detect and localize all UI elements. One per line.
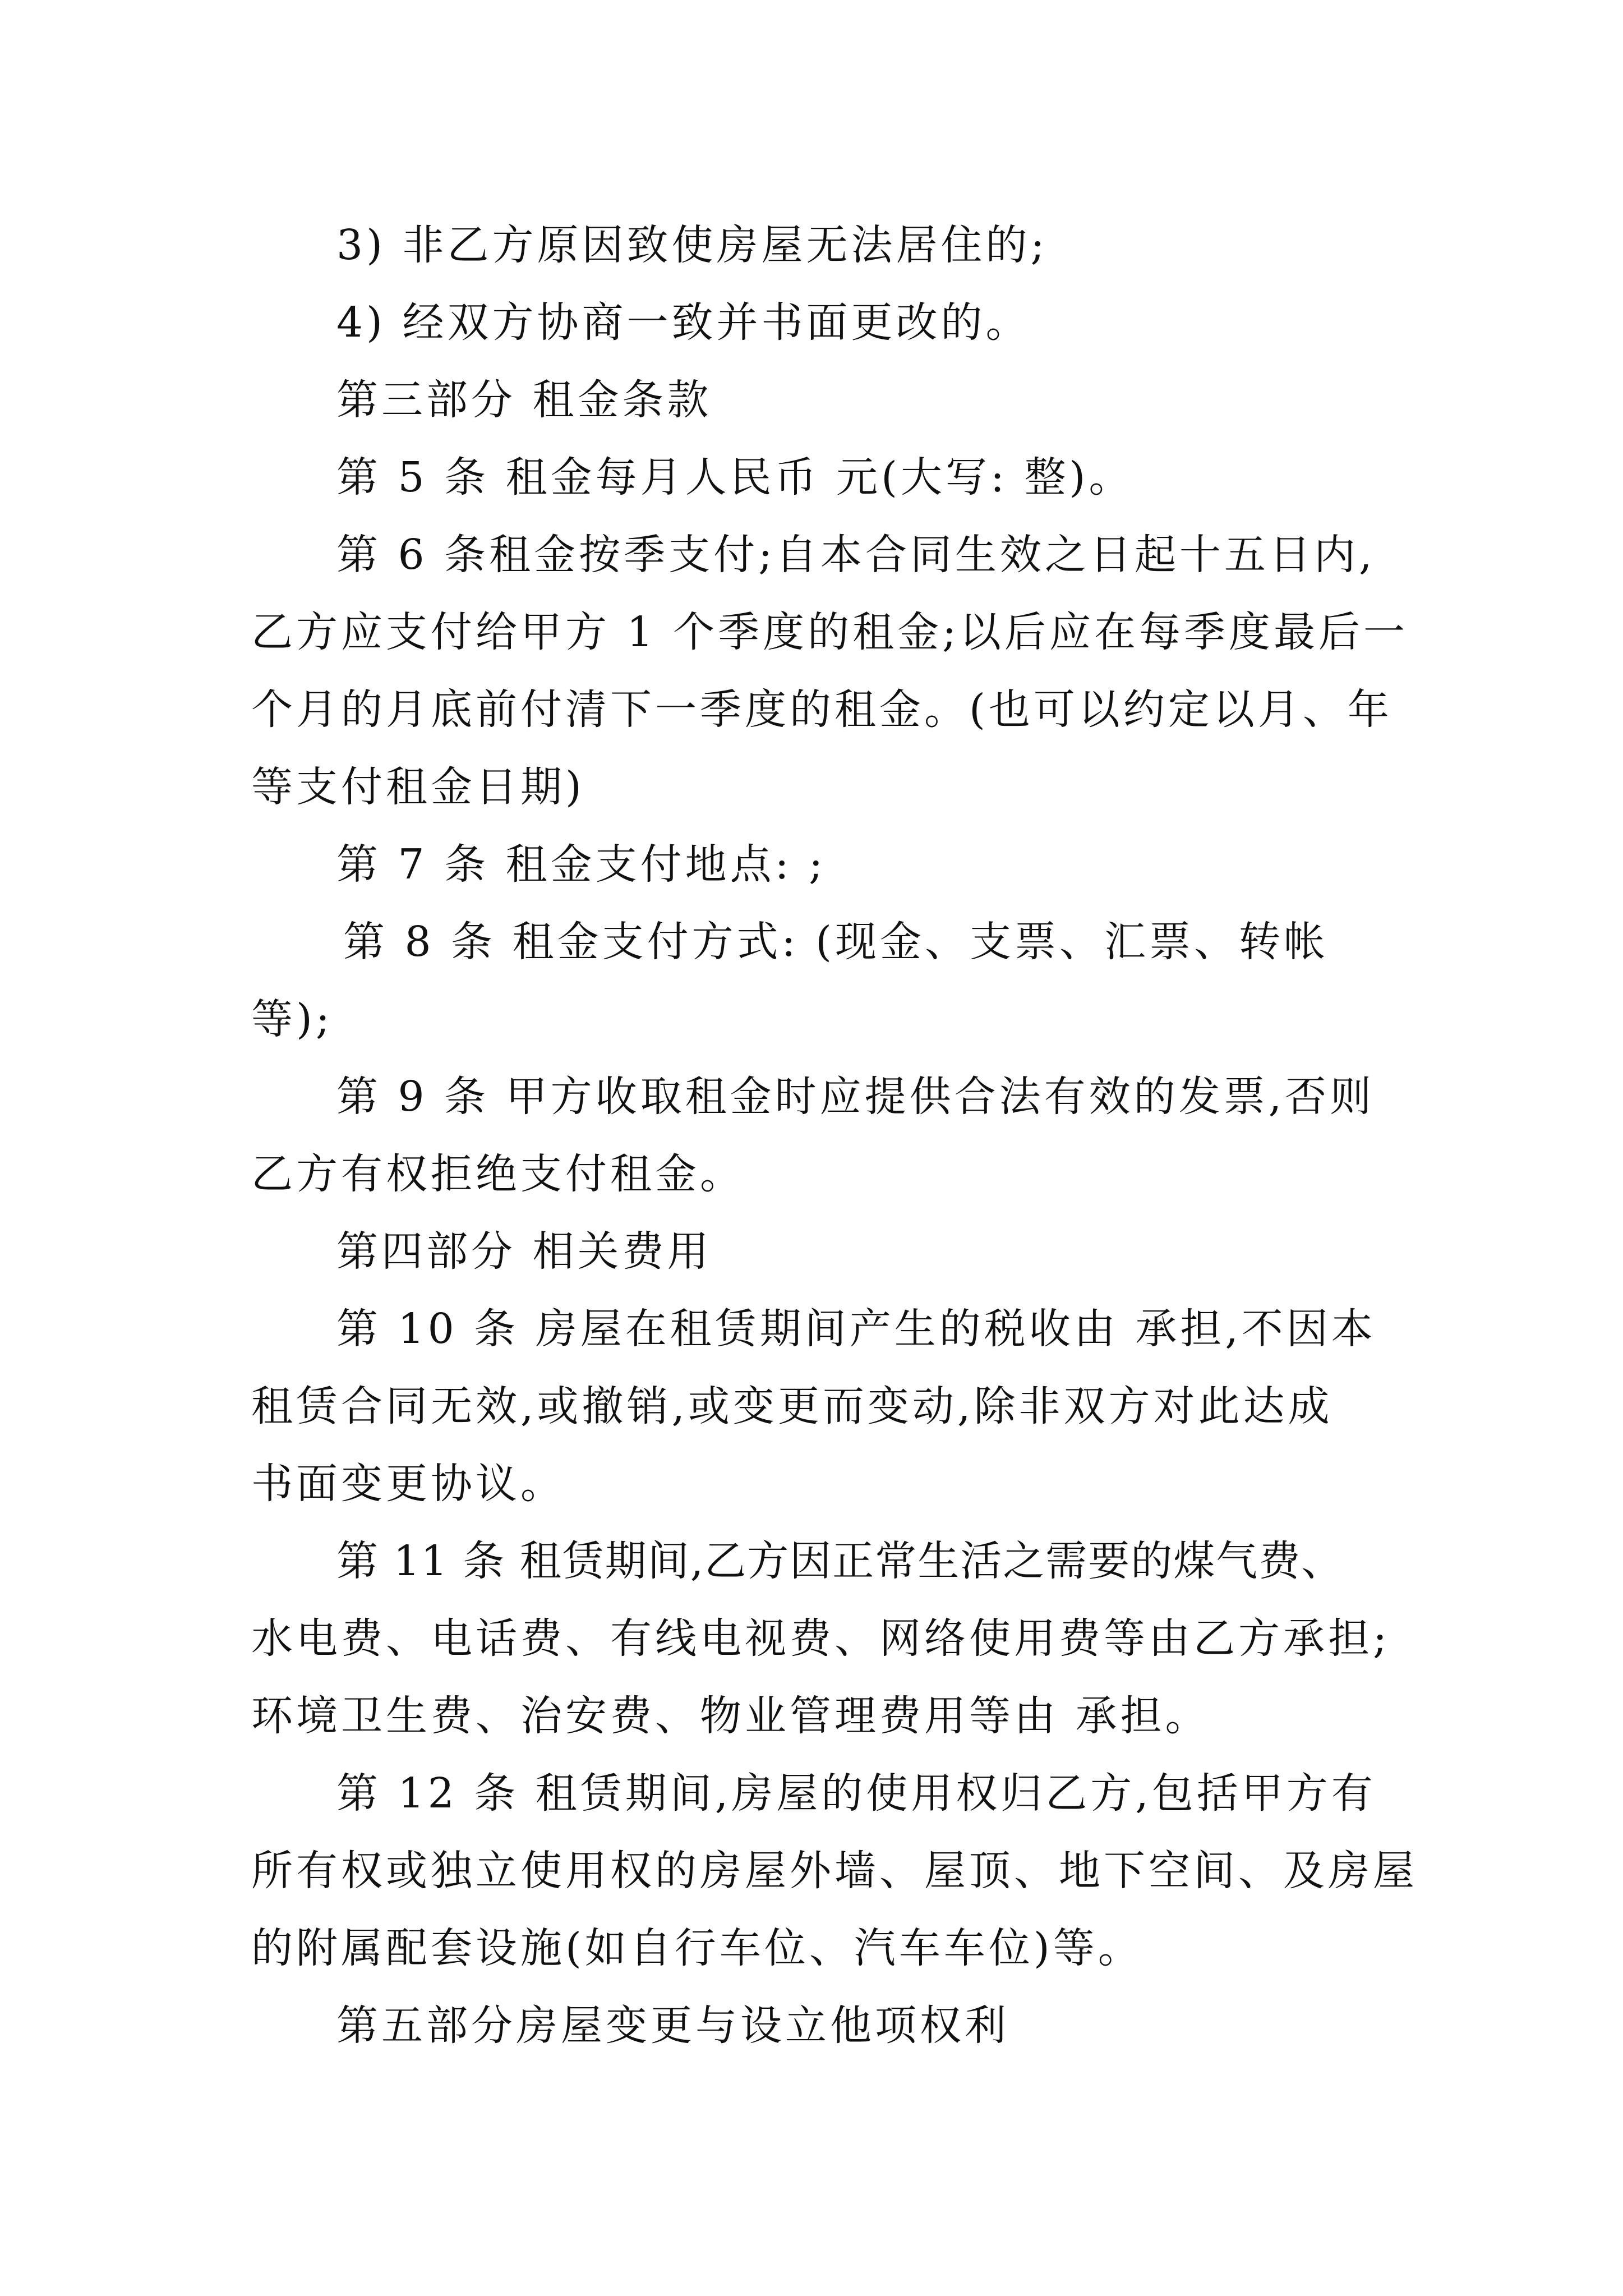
section-heading: 第五部分房屋变更与设立他项权利 [336,2001,1009,2050]
text-line: 4) 经双方协商一致并书面更改的。 [336,298,1031,347]
text-line: 乙方有权拒绝支付租金。 [251,1150,745,1198]
text-line: 等); [251,995,333,1043]
text-line: 第 7 条 租金支付地点: ; [336,840,827,889]
text-line: 个月的月底前付清下一季度的租金。(也可以约定以月、年 [251,685,1393,734]
text-line: 第 12 条 租赁期间,房屋的使用权归乙方,包括甲方有 [336,1769,1376,1818]
text-line: 第 6 条租金按季支付;自本合同生效之日起十五日内, [336,531,1376,579]
text-line: 水电费、电话费、有线电视费、网络使用费等由乙方承担; [251,1614,1390,1663]
text-line: 书面变更协议。 [251,1460,565,1508]
text-line: 第 5 条 租金每月人民币 元(大写: 整)。 [336,453,1134,501]
text-line: 所有权或独立使用权的房屋外墙、屋顶、地下空间、及房屋 [251,1847,1418,1895]
text-line: 第 9 条 甲方收取租金时应提供合法有效的发票,否则 [336,1073,1375,1121]
text-line: 等支付租金日期) [251,763,585,811]
section-heading: 第三部分 租金条款 [336,376,712,424]
text-line: 乙方应支付给甲方 1 个季度的租金;以后应在每季度最后一 [251,608,1409,656]
text-line: 第 8 条 租金支付方式: (现金、支票、汇票、转帐 [343,918,1329,966]
text-line: 3) 非乙方原因致使房屋无法居住的; [336,221,1048,269]
text-line: 第 10 条 房屋在租赁期间产生的税收由 承担,不因本 [336,1305,1376,1353]
text-line: 租赁合同无效,或撤销,或变更而变动,除非双方对此达成 [251,1382,1333,1430]
text-line: 环境卫生费、治安费、物业管理费用等由 承担。 [251,1692,1210,1740]
section-heading: 第四部分 相关费用 [336,1227,712,1276]
text-line: 的附属配套设施(如自行车位、汽车车位)等。 [251,1924,1143,1972]
text-line: 第 11 条 租赁期间,乙方因正常生活之需要的煤气费、 [336,1537,1344,1585]
